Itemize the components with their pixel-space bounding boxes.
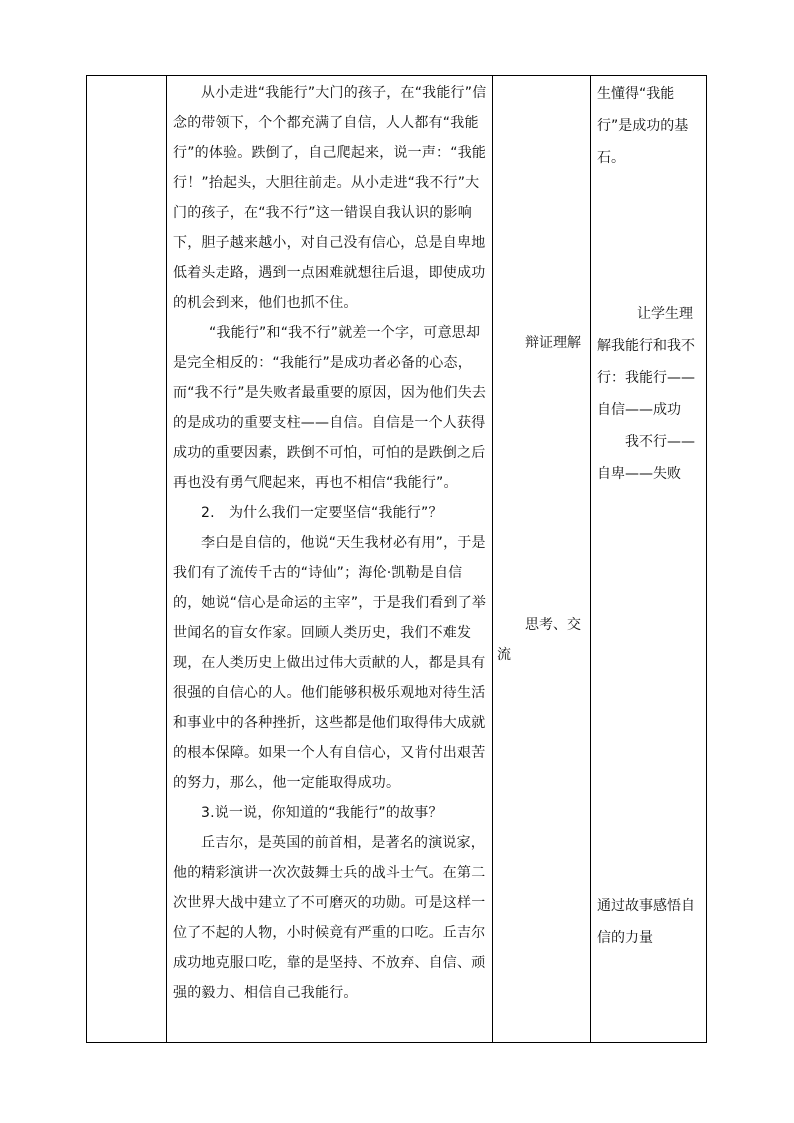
intent-understand	[597, 298, 705, 490]
intent-understand-text: 让学生理解我能行和我不行：我能行——自信——成功	[597, 306, 695, 418]
paragraph-libai-helen: 李白是自信的，他说“天生我材必有用”，于是我们有了流传千古的“诗仙”；海伦·凯勒是自信的，她说“信心是命运的主宰”，于是我们看到了举世闻名的盲女作家。回顾人类历史，我们不难发现，在人类历史上做出过伟大贡献的人，都是具有很强的自信心的人。他们能够积极乐观地对待生活和事业中的各种挫折，这些都是他们取得伟大成就的根本保障。如果一个人有自信心，又肯付出艰苦的努力，那么，他一定能取得成功。	[173, 535, 487, 791]
intent-foundation-text: 生懂得“我能行”是成功的基石。	[597, 86, 689, 166]
question-3: 3.说一说，你知道的“我能行”的故事？	[201, 805, 443, 821]
method-think-discuss-text: 思考、交流	[497, 617, 581, 663]
method-think-discuss	[497, 610, 589, 670]
paragraph-churchill: 丘吉尔，是英国的前首相，是著名的演说家，他的精彩演讲一次次鼓舞士兵的战斗士气。在第二次世界大战中建立了不可磨灭的功勋。可是这样一位了不起的人物，小时候竟有严重的口吃。丘吉尔成功地克服口吃，靠的是坚持、不放弃、自信、顽强的毅力、相信自己我能行。	[173, 835, 486, 1001]
question-2: 2. 为什么我们一定要坚信“我能行”？	[201, 505, 443, 521]
lesson-content-cell	[173, 78, 487, 1008]
column-divider	[166, 76, 167, 1042]
column-divider	[590, 76, 591, 1042]
column-divider	[492, 76, 493, 1042]
lesson-table	[86, 75, 707, 1043]
paragraph-one-word-difference: “我能行”和“我不行”就差一个字，可意思却是完全相反的：“我能行”是成功者必备的心态，而“我不行”是失败者最重要的原因，因为他们失去的是成功的重要支柱——自信。自信是一个人获得成功的重要因素，跌倒不可怕，可怕的是跌倒之后再也没有勇气爬起来，再也不相信“我能行”。	[173, 325, 487, 491]
paragraph-confidence-intro: 从小走进“我能行”大门的孩子，在“我能行”信念的带领下，个个都充满了自信，人人都有“我能行”的体验。跌倒了，自己爬起来，说一声：“我能行！”抬起头，大胆往前走。从小走进“我不行”大门的孩子，在“我不行”这一错误自我认识的影响下，胆子越来越小，对自己没有信心，总是自卑地低着头走路，遇到一点困难就想往后退，即使成功的机会到来，他们也抓不住。	[173, 85, 487, 311]
intent-foundation	[597, 78, 705, 174]
intent-story	[597, 890, 705, 954]
method-dialectic: 辩证理解	[525, 335, 581, 351]
intent-story-text: 通过故事感悟自信的力量	[597, 898, 695, 946]
intent-fail-text: 我不行——自卑——失败	[597, 434, 695, 482]
